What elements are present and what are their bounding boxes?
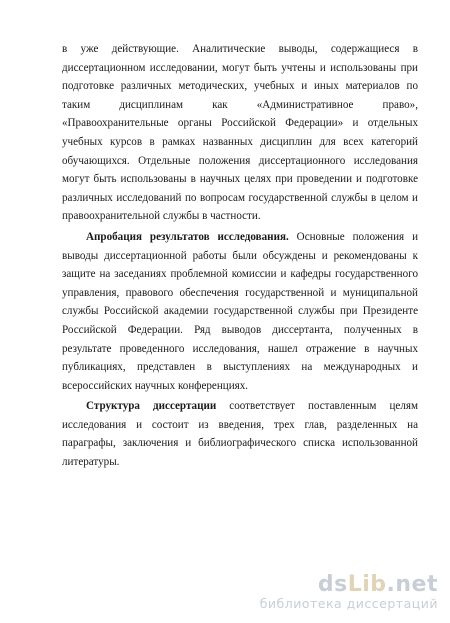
paragraph-practical-significance: в уже действующие. Аналитические выводы, содержащиеся в диссертационном исследовании, могут быть учтены и использованы при подготовке различных методических, учебных и иных материалов по таким дисциплинам как «Административное право», «Правоохранительные органы Российской Федерации» и отдельных учебных курсов в рамках названных дисциплин для всех категорий обучающихся. Отдельные положения диссертационного исследования могут быть использованы в научных целях при проведении и подготовке различных исследований по вопросам государственной службы в целом и правоохранительной службы в частности.	[62, 43, 418, 223]
paragraph-structure	[62, 397, 418, 471]
approbation-text: Основные положения и выводы диссертационной работы были обсуждены и рекомендованы к защите на заседаниях проблемной комиссии и кафедры государственного управления, правового обеспечения государственной и муниципальной службы Российской академии государственной службы при Президенте Российской Федерации. Ряд выводов диссертанта, полученных в результате проведенного исследования, нашел отражение в научных публикациях, представлен в выступлениях на международных и всероссийских научных конференциях.	[62, 230, 419, 392]
document-page	[62, 40, 418, 472]
structure-heading: Структура диссертации	[86, 400, 217, 413]
watermark-subtitle: библиотека диссертаций	[259, 596, 438, 611]
dslib-watermark	[260, 573, 438, 611]
approbation-heading: Апробация результатов исследования.	[86, 230, 289, 243]
structure-text: соответствует поставленным целям исследования и состоит из введения, трех глав, разделенных на параграфы, заключения и библиографического списка использованной литературы.	[62, 400, 418, 469]
paragraph-approbation	[62, 228, 418, 395]
watermark-logo: dsLib.net	[317, 572, 438, 597]
